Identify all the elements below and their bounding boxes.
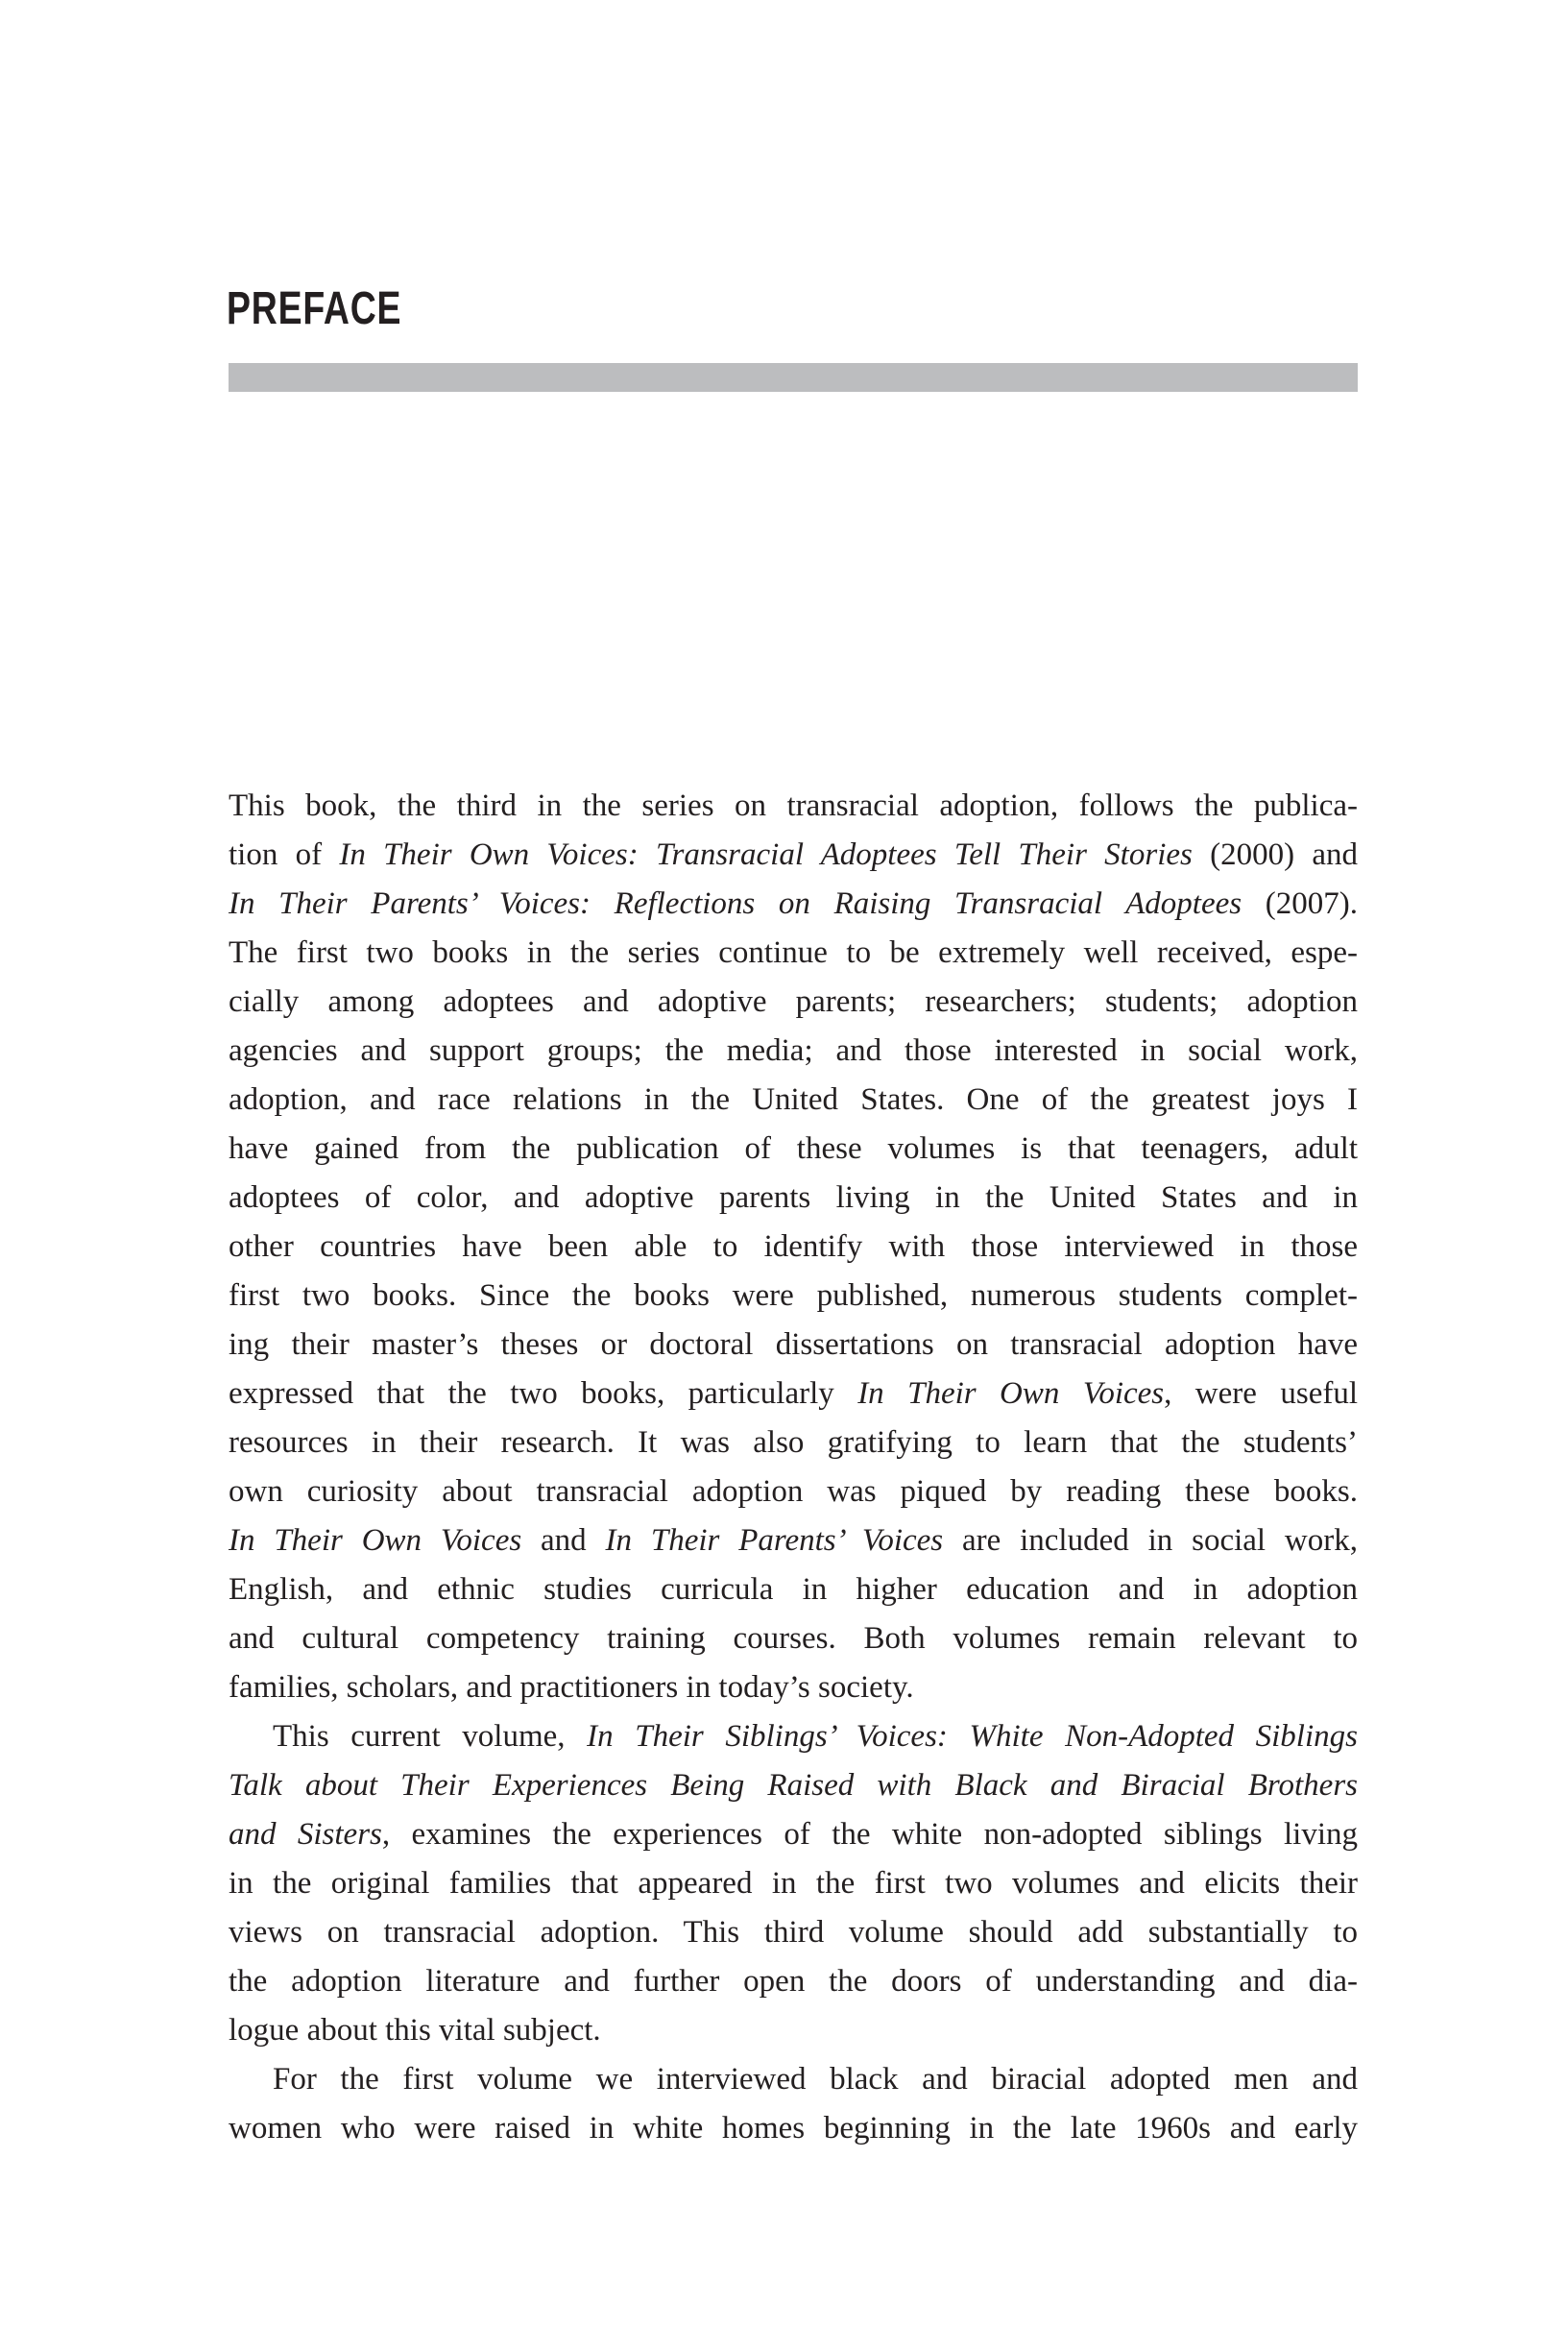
text-line-content [229,1908,1358,1957]
text-segment: cially among adoptees and adoptive parents; researchers; students; adoption [229,984,1358,1019]
text-segment: are included in social work, [943,1523,1358,1558]
text-line [229,831,1358,880]
text-line [229,1859,1358,1908]
text-line [229,1663,1358,1712]
text-segment: logue about this vital subject. [229,2013,601,2048]
title-rule-divider [229,363,1358,392]
text-segment: The first two books in the series continue to be extremely well received, espe- [229,935,1358,970]
text-segment: have gained from the publication of these volumes is that teenagers, adult [229,1131,1358,1166]
text-line [229,1516,1358,1565]
italic-title-text: and Sisters [229,1817,382,1852]
text-line-content [229,1272,1358,1321]
text-segment: views on transracial adoption. This third volume should add substantially to [229,1915,1358,1950]
text-line-content [229,1957,1358,2006]
italic-title-text: In Their Parents’ Voices [605,1523,944,1558]
text-segment: first two books. Since the books were published, numerous students complet- [229,1278,1358,1313]
text-line-content [229,831,1358,880]
text-line-content [229,1859,1358,1908]
text-line [229,1321,1358,1370]
text-line [229,782,1358,831]
text-segment: tion of [229,837,340,872]
italic-title-text: Talk about Their Experiences Being Raised with Black and Biracial Brothers [229,1768,1358,1803]
text-line-content [229,1418,1358,1467]
text-line [229,929,1358,978]
text-line-content [229,1223,1358,1272]
text-line-content [229,1810,1358,1859]
text-segment: adoption, and race relations in the United States. One of the greatest joys I [229,1082,1358,1117]
text-line-content [229,782,1358,831]
preface-body-text [229,782,1358,2153]
text-segment: adoptees of color, and adoptive parents living in the United States and in [229,1180,1358,1215]
text-line-content [229,1321,1358,1370]
text-segment: , examines the experiences of the white non-adopted siblings living [381,1817,1358,1852]
text-line [229,1614,1358,1663]
text-line [229,1712,1358,1761]
text-line-content [229,1516,1358,1565]
text-line [229,2006,1358,2055]
text-line [229,1272,1358,1321]
text-line-content [229,978,1358,1027]
text-line [229,1027,1358,1076]
text-segment: For the first volume we interviewed black and biracial adopted men and [273,2062,1358,2097]
italic-title-text: In Their Own Voices [857,1376,1165,1411]
text-segment: own curiosity about transracial adoption was piqued by reading these books. [229,1474,1358,1509]
text-line-content [229,1614,1358,1663]
text-line-content [229,2006,1358,2055]
text-line [229,1810,1358,1859]
text-line-content [229,1663,1358,1712]
text-segment: and [521,1523,606,1558]
text-line [229,2055,1358,2104]
text-segment: , were useful [1164,1376,1358,1411]
text-segment: other countries have been able to identify with those interviewed in those [229,1229,1358,1264]
text-line-content [229,1174,1358,1223]
text-line [229,1957,1358,2006]
text-segment: the adoption literature and further open the doors of understanding and dia- [229,1964,1358,1999]
text-line-content [229,1370,1358,1418]
text-line [229,1174,1358,1223]
text-segment: families, scholars, and practitioners in today’s society. [229,1670,914,1705]
text-segment: women who were raised in white homes beginning in the late 1960s and early [229,2111,1358,2146]
italic-title-text: In Their Own Voices: Transracial Adoptees Tell Their Stories [339,837,1193,872]
text-segment: expressed that the two books, particularly [229,1376,858,1411]
text-segment: This current volume, [273,1719,588,1754]
text-line [229,880,1358,929]
text-line [229,1565,1358,1614]
text-line [229,978,1358,1027]
text-segment: (2000) and [1192,837,1358,872]
text-line [229,1370,1358,1418]
text-line [229,2104,1358,2153]
text-line-content [229,929,1358,978]
page-title: PREFACE [227,283,402,334]
text-line-content [229,1467,1358,1516]
text-line [229,1761,1358,1810]
text-line [229,1908,1358,1957]
text-segment: and cultural competency training courses. Both volumes remain relevant to [229,1621,1358,1656]
italic-title-text: In Their Own Voices [229,1523,522,1558]
text-line [229,1125,1358,1174]
text-line-content [229,2104,1358,2153]
text-line [229,1076,1358,1125]
text-line-content [273,1712,1358,1761]
italic-title-text: In Their Siblings’ Voices: White Non-Adopted Siblings [587,1719,1358,1754]
text-line-content [273,2055,1358,2104]
text-line-content [229,1125,1358,1174]
text-segment: English, and ethnic studies curricula in higher education and in adoption [229,1572,1358,1607]
text-segment: (2007). [1242,886,1359,921]
text-segment: resources in their research. It was also gratifying to learn that the students’ [229,1425,1358,1460]
text-line [229,1223,1358,1272]
text-line [229,1418,1358,1467]
text-line-content [229,1565,1358,1614]
text-line-content [229,1761,1358,1810]
text-line-content [229,880,1358,929]
italic-title-text: In Their Parents’ Voices: Reflections on Raising Transracial Adoptees [229,886,1242,921]
text-segment: agencies and support groups; the media; and those interested in social work, [229,1033,1358,1068]
text-line [229,1467,1358,1516]
text-segment: ing their master’s theses or doctoral dissertations on transracial adoption have [229,1327,1358,1362]
text-segment: in the original families that appeared in the first two volumes and elicits their [229,1866,1358,1901]
text-line-content [229,1027,1358,1076]
text-segment: This book, the third in the series on transracial adoption, follows the publica- [229,788,1358,823]
text-line-content [229,1076,1358,1125]
